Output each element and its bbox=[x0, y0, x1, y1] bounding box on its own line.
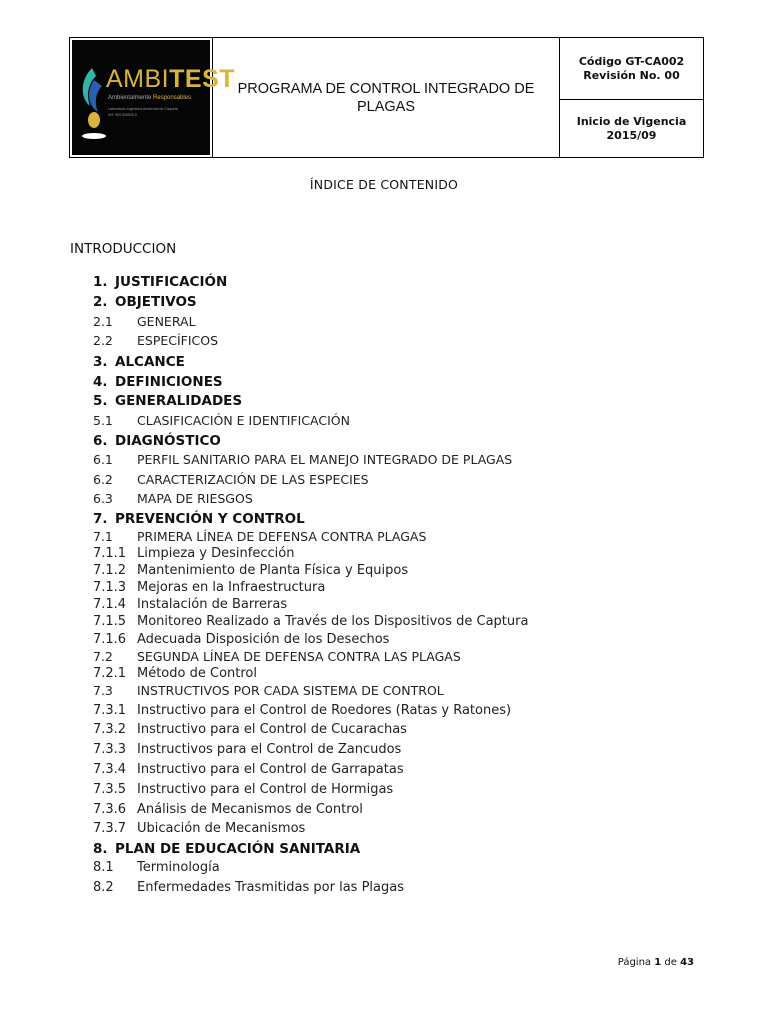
toc-entry-title: Mantenimiento de Planta Física y Equipos bbox=[137, 563, 409, 578]
toc-entry-title: GENERAL bbox=[137, 314, 196, 329]
toc-entry-number: 7.3.5 bbox=[93, 782, 127, 797]
validity-cell bbox=[560, 100, 703, 157]
toc-entry-number: 7.3.7 bbox=[93, 821, 127, 836]
toc-entry-number: 5. bbox=[93, 393, 108, 409]
toc-entry-number: 8.1 bbox=[93, 860, 114, 875]
page-of: de bbox=[664, 957, 677, 968]
toc-entry-title: Instalación de Barreras bbox=[137, 597, 288, 612]
document-header bbox=[69, 37, 704, 158]
toc-entry-number: 7.1.6 bbox=[93, 632, 127, 647]
toc-entry-title: PRIMERA LÍNEA DE DEFENSA CONTRA PLAGAS bbox=[137, 529, 427, 544]
toc-entry-number: 7.1.1 bbox=[93, 546, 127, 561]
toc-entry-title: Limpieza y Desinfección bbox=[137, 546, 295, 561]
toc-entry-title: Terminología bbox=[137, 860, 220, 875]
toc-entry-number: 8.2 bbox=[93, 880, 114, 895]
toc-entry-number: 6.2 bbox=[93, 472, 113, 487]
toc-entry-number: 3. bbox=[93, 354, 108, 370]
toc-entry-number: 6. bbox=[93, 433, 108, 449]
toc-entry-title: INSTRUCTIVOS POR CADA SISTEMA DE CONTROL bbox=[137, 683, 444, 698]
toc-entry-number: 7.2 bbox=[93, 649, 113, 664]
toc-entry-number: 7.1.2 bbox=[93, 563, 127, 578]
toc-entry-number: 7.1 bbox=[93, 529, 113, 544]
toc-entry-number: 7.2.1 bbox=[93, 666, 127, 681]
toc-entry-title: CARACTERIZACIÓN DE LAS ESPECIES bbox=[137, 472, 369, 487]
toc-entry-number: 1. bbox=[93, 274, 108, 290]
logo-fine-print-1: Laboratorio Ingeniería Ambiental de Caquetá bbox=[108, 107, 178, 111]
validity-label: Inicio de Vigencia bbox=[576, 114, 687, 128]
toc-entry-number: 7.1.5 bbox=[93, 614, 127, 629]
code-revision-cell bbox=[560, 38, 703, 100]
logo-brand-a: AMBI bbox=[106, 65, 170, 93]
toc-entry-number: 7. bbox=[93, 511, 108, 527]
logo-cell bbox=[70, 38, 236, 157]
logo-tagline-b: Responsables bbox=[153, 95, 192, 101]
toc-entry-title: Análisis de Mecanismos de Control bbox=[137, 802, 363, 817]
toc-entry-title: ALCANCE bbox=[115, 354, 185, 370]
toc-entry-number: 7.3 bbox=[93, 683, 113, 698]
toc-entry-title: Monitoreo Realizado a Través de los Dispositivos de Captura bbox=[137, 614, 529, 629]
toc-entry-title: Instructivo para el Control de Garrapatas bbox=[137, 762, 404, 777]
page-total: 43 bbox=[680, 957, 694, 968]
toc-entry-title: Instructivo para el Control de Roedores (Ratas y Ratones) bbox=[137, 703, 512, 718]
document-revision: Revisión No. 00 bbox=[583, 68, 680, 82]
toc-entry-title: SEGUNDA LÍNEA DE DEFENSA CONTRA LAS PLAGAS bbox=[137, 649, 461, 664]
toc-entry-title: Enfermedades Trasmitidas por las Plagas bbox=[137, 880, 404, 895]
logo-brand-b: TEST bbox=[169, 65, 236, 93]
toc-entry-number: 7.1.4 bbox=[93, 597, 127, 612]
toc-entry-number: 7.3.3 bbox=[93, 742, 127, 757]
toc-entry-title: Instructivo para el Control de Hormigas bbox=[137, 782, 394, 797]
toc-entry-number: 7.3.6 bbox=[93, 802, 127, 817]
toc-entry-number: 8. bbox=[93, 841, 108, 857]
toc-entry-title: OBJETIVOS bbox=[115, 294, 197, 310]
toc-entry-number: 6.3 bbox=[93, 491, 113, 506]
toc-entry-number: 4. bbox=[93, 374, 108, 390]
validity-date: 2015/09 bbox=[606, 128, 657, 142]
toc-entry-title: DIAGNÓSTICO bbox=[115, 433, 221, 449]
toc-entry-title: Instructivo para el Control de Cucarachas bbox=[137, 722, 407, 737]
toc-entry-title: Mejoras en la Infraestructura bbox=[137, 580, 326, 595]
toc-entry-title: PLAN DE EDUCACIÓN SANITARIA bbox=[115, 841, 361, 857]
toc-entry-title: Método de Control bbox=[137, 666, 257, 681]
document-title: PROGRAMA DE CONTROL INTEGRADO DE PLAGAS bbox=[213, 38, 560, 157]
toc-entry-title: JUSTIFICACIÓN bbox=[115, 274, 228, 290]
toc-introduction: INTRODUCCION bbox=[70, 241, 177, 257]
toc-entry-title: Ubicación de Mecanismos bbox=[137, 821, 306, 836]
toc-entry-title: MAPA DE RIESGOS bbox=[137, 491, 253, 506]
toc-entry-number: 7.3.1 bbox=[93, 703, 127, 718]
document-meta bbox=[560, 38, 703, 157]
toc-entry-number: 6.1 bbox=[93, 452, 113, 467]
logo-fine-print-2: NIT: 900.000000-0 bbox=[108, 113, 137, 117]
toc-entry-number: 7.3.4 bbox=[93, 762, 127, 777]
toc-entry-number: 2. bbox=[93, 294, 108, 310]
toc-entry-title: PREVENCIÓN Y CONTROL bbox=[115, 511, 305, 527]
company-logo bbox=[72, 40, 236, 155]
toc-entry-number: 7.1.3 bbox=[93, 580, 127, 595]
document-code: Código GT-CA002 bbox=[578, 54, 685, 68]
toc-entry-number: 7.3.2 bbox=[93, 722, 127, 737]
toc-entry-number: 2.2 bbox=[93, 333, 113, 348]
toc-entry-title: DEFINICIONES bbox=[115, 374, 223, 390]
toc-entry-title: PERFIL SANITARIO PARA EL MANEJO INTEGRADO DE PLAGAS bbox=[137, 452, 513, 467]
logo-tagline-a: Ambientalmente bbox=[108, 95, 152, 101]
page-footer bbox=[618, 957, 694, 968]
toc-entry-title: GENERALIDADES bbox=[115, 393, 243, 409]
page-label: Página bbox=[617, 957, 652, 968]
toc-entry-title: Adecuada Disposición de los Desechos bbox=[137, 632, 390, 647]
toc-entry-title: Instructivos para el Control de Zancudos bbox=[137, 742, 402, 757]
toc-entry-title: ESPECÍFICOS bbox=[137, 333, 219, 348]
toc-entry-title: CLASIFICACIÓN E IDENTIFICACIÓN bbox=[137, 413, 350, 428]
index-title: ÍNDICE DE CONTENIDO bbox=[309, 177, 459, 192]
page-number: 1 bbox=[654, 957, 662, 968]
toc-entry-number: 5.1 bbox=[93, 413, 113, 428]
toc-entry-number: 2.1 bbox=[93, 314, 113, 329]
